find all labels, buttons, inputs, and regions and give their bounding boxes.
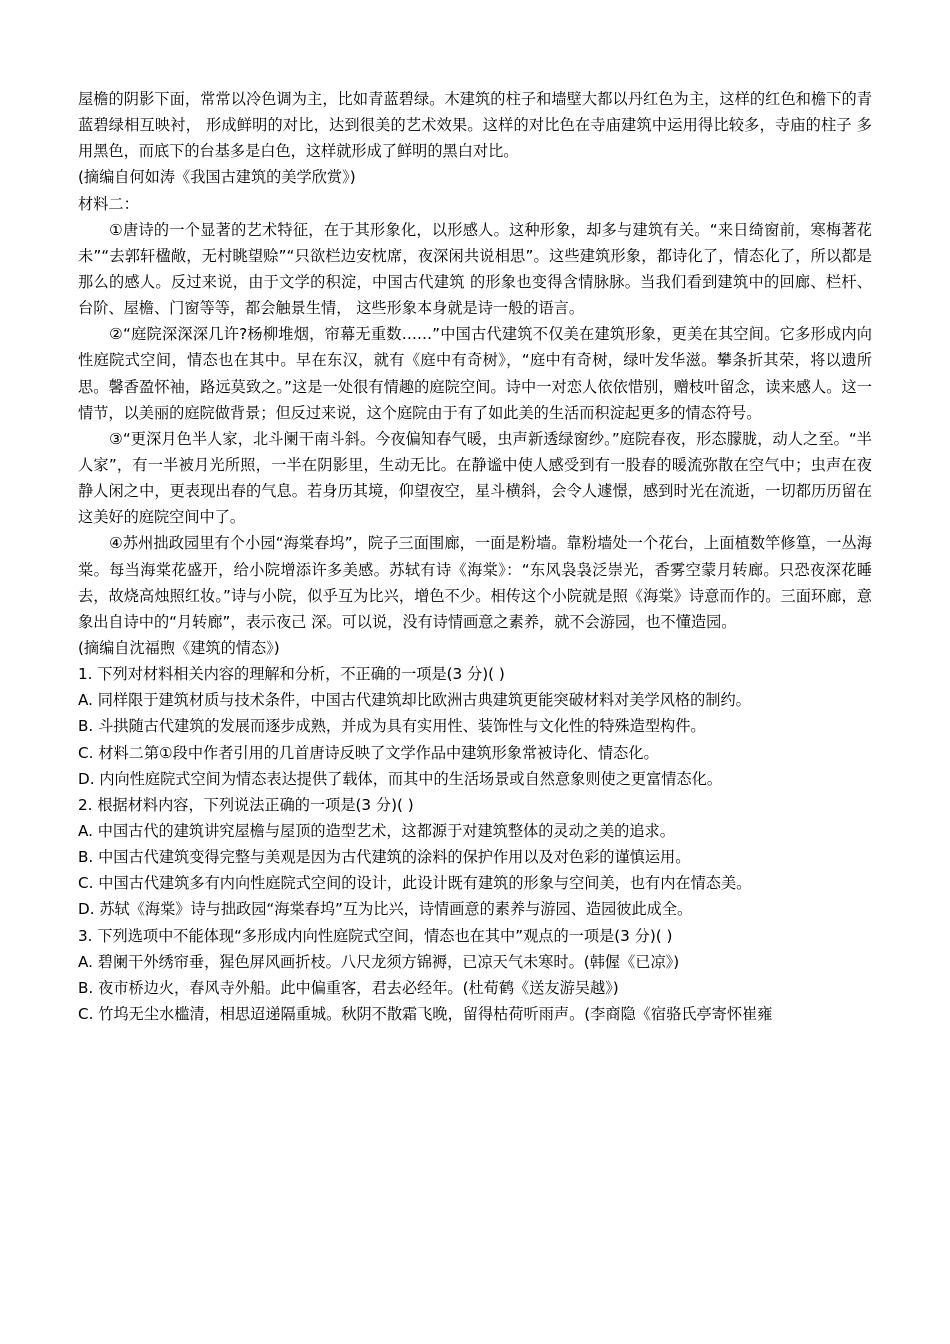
question-stem: 2. 根据材料内容，下列说法正确的一项是(3 分)( ) [78,795,414,814]
question-option: B. 斗拱随古代建筑的发展而逐步成熟，并成为具有实用性、装饰性与文化性的特殊造型构件。 [78,717,706,736]
paragraph-body: ①唐诗的一个显著的艺术特征，在于其形象化，以形感人。这种形象，却多与建筑有关。“来日绮窗前，寒梅著花未”“去郭轩楹敞，无村眺望赊”“只欲栏边安枕席，夜深闲共说相思”。这些建筑形象，都诗化了，情态化了，所以都是那么的感人。反过来说，由于文学的积淀，中国古代建筑 的形象也变得含情脉脉。当我们看到建筑中的回廊、栏杆、台阶、屋檐、门窗等等，都会触景生情， 这些形象本身就是诗一般的语言。 [78,220,872,318]
paragraph-body: ④苏州拙政园里有个小园“海棠春坞”，院子三面围廊，一面是粉墙。靠粉墙处一个花台，上面植数竿修篁，一丛海棠。每当海棠花盛开，给小院增添许多美感。苏轼有诗《海棠》：“东风袅袅泛崇光，香雾空蒙月转廊。只恐夜深花睡去，故烧高烛照红妆。”诗与小院，似乎互为比兴，增色不少。相传这个小院就是照《海棠》诗意而作的。三面环廊，意象出自诗中的“月转廊”，表示夜己 深。可以说，没有诗情画意之素养，就不会游园，也不懂造园。 [78,534,872,631]
question-option: B. 中国古代建筑变得完整与美观是因为古代建筑的涂料的保护作用以及对色彩的谨慎运用。 [78,848,691,867]
paragraph-body: 屋檐的阴影下面，常常以冷色调为主，比如青蓝碧绿。木建筑的柱子和墙壁大都以丹红色为主，这样的红色和檐下的青蓝碧绿相互映衬， 形成鲜明的对比，达到很美的艺术效果。这样的对比色在寺庙建筑中运用得比较多，寺庙的柱子 多用黑色，而底下的台基多是白色，这样就形成了鲜明的黑白对比。 [78,90,872,161]
question-stem: 1. 下列对材料相关内容的理解和分析，不正确的一项是(3 分)( ) [78,665,505,684]
source-citation: (摘编自何如涛《我国古建筑的美学欣赏》) [78,168,356,187]
material-label: 材料二： [78,194,139,213]
document-body [78,86,872,1027]
question-option: C. 材料二第①段中作者引用的几首唐诗反映了文学作品中建筑形象常被诗化、情态化。 [78,743,659,762]
question-option: A. 同样限于建筑材质与技术条件，中国古代建筑却比欧洲古典建筑更能突破材料对美学风格的制约。 [78,691,751,710]
question-option: B. 夜市桥边火，春风寺外船。此中偏重客，君去必经年。(杜荀鹤《送友游吴越》) [78,978,619,997]
question-option: A. 中国古代的建筑讲究屋檐与屋顶的造型艺术，这都源于对建筑整体的灵动之美的追求。 [78,821,675,840]
source-citation: (摘编自沈福煦《建筑的情态》) [78,638,280,657]
question-option: A. 碧阑干外绣帘垂，猩色屏风画折枝。八尺龙须方锦褥，已凉天气未寒时。(韩偓《已凉》) [78,952,680,971]
question-stem: 3. 下列选项中不能体现“多形成内向性庭院式空间，情态也在其中”观点的一项是(3 分)( ) [78,926,673,945]
question-option: C. 竹坞无尘水槛清，相思迢递隔重城。秋阴不散霜飞晚，留得枯荷听雨声。(李商隐《宿骆氏亭寄怀崔雍 [78,1004,773,1023]
question-option: D. 内向性庭院式空间为情态表达提供了载体，而其中的生活场景或自然意象则使之更富情态化。 [78,769,723,788]
paragraph-body: ②“庭院深深深几许?杨柳堆烟，帘幕无重数……”中国古代建筑不仅美在建筑形象，更美在其空间。它多形成内向性庭院式空间，情态也在其中。早在东汉，就有《庭中有奇树》，“庭中有奇树，绿叶发华滋。攀条折其荣，将以遗所思。馨香盈怀袖，路远莫致之。”这是一处很有情趣的庭院空间。诗中一对恋人依依惜别，赠枝叶留念，读来感人。这一情节，以美丽的庭院做背景；但反过来说，这个庭院由于有了如此美的生活而积淀起更多的情态符号。 [78,325,872,422]
paragraph-body: ③“更深月色半人家，北斗阑干南斗斜。今夜偏知春气暖，虫声新透绿窗纱。”庭院春夜，形态朦胧，动人之至。“半人家”，有一半被月光所照，一半在阴影里，生动无比。在静谧中使人感受到有一股春的暖流弥散在空气中；虫声在夜静人闲之中，更表现出春的气息。若身历其境，仰望夜空，星斗横斜，会令人遽憬，感到时光在流逝，一切都历历留在这美好的庭院空间中了。 [78,429,872,527]
question-option: C. 中国古代建筑多有内向性庭院式空间的设计，此设计既有建筑的形象与空间美，也有内在情态美。 [78,874,752,893]
question-option: D. 苏轼《海棠》诗与拙政园“海棠春坞”互为比兴，诗情画意的素养与游园、造园彼此成全。 [78,900,693,919]
